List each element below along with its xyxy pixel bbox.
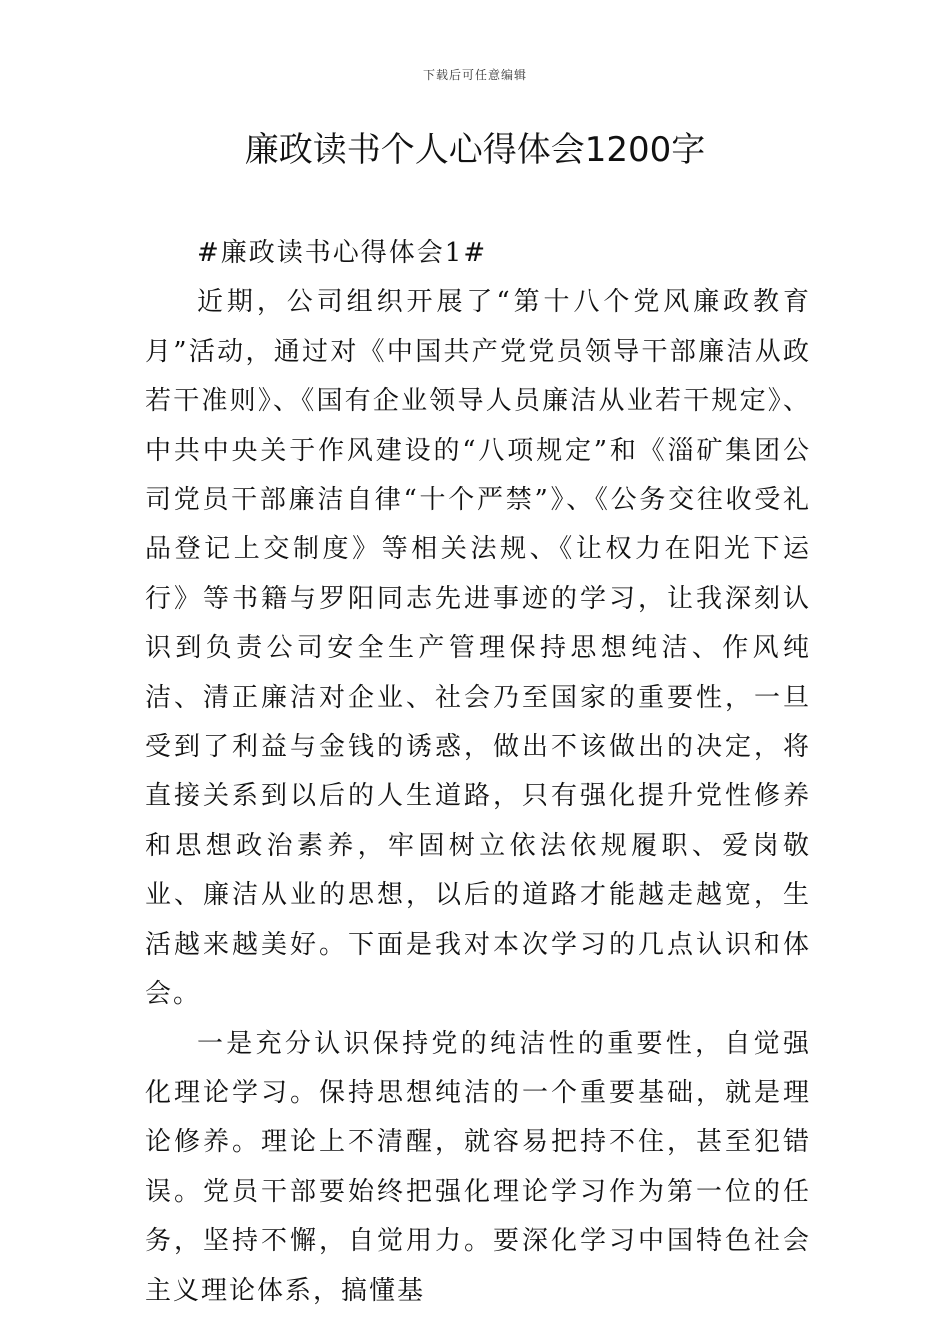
body-paragraph-2: 一是充分认识保持党的纯洁性的重要性，自觉强化理论学习。保持思想纯洁的一个重要基础，就是理论修养。理论上不清醒，就容易把持不住，甚至犯错误。党员干部要始终把强化理论学习作为第一位的任务，坚持不懈，自觉用力。要深化学习中国特色社会主义理论体系，搞懂基 (145, 1028, 811, 1306)
document-title: 廉政读书个人心得体会1200字 (244, 130, 706, 170)
document-body (145, 229, 811, 1316)
header-note: 下载后可任意编辑 (422, 68, 527, 82)
section-subheading: #廉政读书心得体会1# (197, 238, 488, 268)
body-paragraph-1: 近期，公司组织开展了“第十八个党风廉政教育月”活动，通过对《中国共产党党员领导干部廉洁从政若干准则》、《国有企业领导人员廉洁从业若干规定》、中共中央关于作风建设的“八项规定”和《淄矿集团公司党员干部廉洁自律“十个严禁”》、《公务交往收受礼品登记上交制度》等相关法规、《让权力在阳光下运行》等书籍与罗阳同志先进事迹的学习，让我深刻认识到负责公司安全生产管理保持思想纯洁、作风纯洁、清正廉洁对企业、社会乃至国家的重要性，一旦受到了利益与金钱的诱惑，做出不该做出的决定，将直接关系到以后的人生道路，只有强化提升党性修养和思想政治素养，牢固树立依法依规履职、爱岗敬业、廉洁从业的思想，以后的道路才能越走越宽，生活越来越美好。下面是我对本次学习的几点认识和体会。 (145, 287, 811, 1010)
